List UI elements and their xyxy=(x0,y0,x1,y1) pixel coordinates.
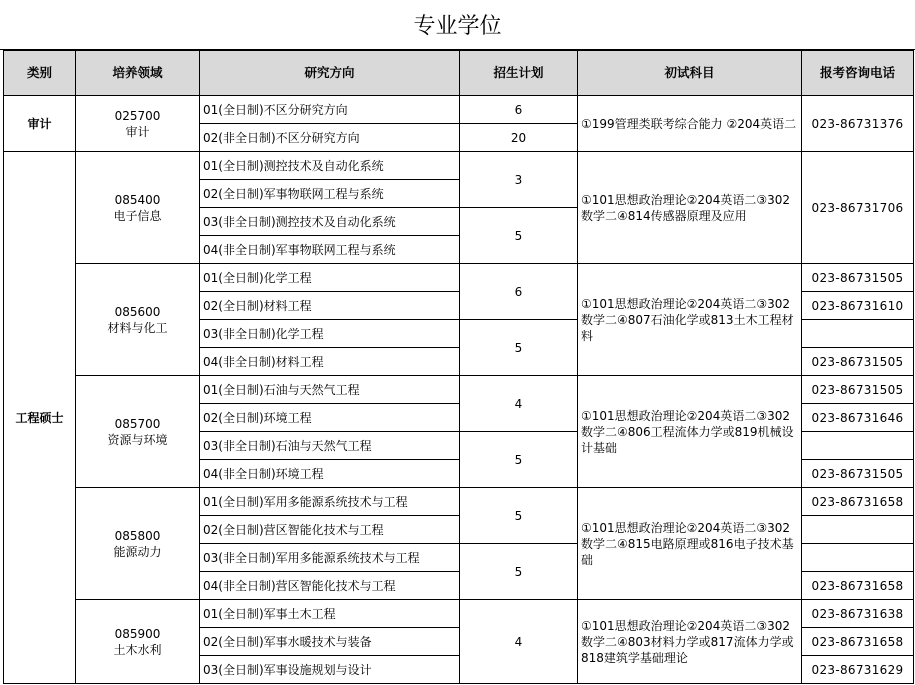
exam-cell: ①199管理类联考综合能力 ②204英语二 xyxy=(578,96,802,152)
phone-cell: 023-86731505 xyxy=(802,376,914,404)
field-cell xyxy=(76,600,200,684)
phone-cell: 023-86731706 xyxy=(802,152,914,264)
phone-cell: 023-86731658 xyxy=(802,628,914,656)
phone-cell: 023-86731658 xyxy=(802,488,914,516)
field-cell xyxy=(76,376,200,488)
page-title: 专业学位 xyxy=(0,0,915,50)
direction-cell: 02(全日制)营区智能化技术与工程 xyxy=(200,516,460,544)
phone-cell: 023-86731376 xyxy=(802,96,914,152)
phone-cell: 023-86731658 xyxy=(802,572,914,600)
phone-cell xyxy=(802,320,914,348)
direction-cell: 02(非全日制)不区分研究方向 xyxy=(200,124,460,152)
table-row xyxy=(4,264,914,292)
header-direction: 研究方向 xyxy=(200,51,460,96)
direction-cell: 04(非全日制)军事物联网工程与系统 xyxy=(200,236,460,264)
direction-cell: 03(非全日制)化学工程 xyxy=(200,320,460,348)
table-row xyxy=(4,488,914,516)
table-row xyxy=(4,600,914,628)
header-enrollment: 招生计划 xyxy=(460,51,578,96)
field-code: 085700 xyxy=(114,416,161,431)
field-code: 085400 xyxy=(114,192,161,207)
phone-cell xyxy=(802,432,914,460)
field-code: 085800 xyxy=(114,528,161,543)
phone-cell: 023-86731629 xyxy=(802,656,914,684)
enrollment-table xyxy=(3,50,914,684)
enroll-cell: 4 xyxy=(460,600,578,684)
field-name: 电子信息 xyxy=(113,208,162,223)
phone-cell: 023-86731638 xyxy=(802,600,914,628)
field-name: 能源动力 xyxy=(113,544,162,559)
field-name: 材料与化工 xyxy=(107,320,168,335)
enroll-cell: 6 xyxy=(460,264,578,320)
table-row xyxy=(4,96,914,124)
enroll-cell: 6 xyxy=(460,96,578,124)
table-row xyxy=(4,152,914,180)
enroll-cell: 3 xyxy=(460,152,578,208)
direction-cell: 02(全日制)材料工程 xyxy=(200,292,460,320)
phone-cell xyxy=(802,516,914,544)
category-cell: 审计 xyxy=(4,96,76,152)
field-cell xyxy=(76,488,200,600)
direction-cell: 03(非全日制)石油与天然气工程 xyxy=(200,432,460,460)
exam-cell: ①101思想政治理论②204英语二③302数学二④815电路原理或816电子技术基础 xyxy=(578,488,802,600)
category-cell: 工程硕士 xyxy=(4,152,76,684)
field-cell xyxy=(76,152,200,264)
enroll-cell: 5 xyxy=(460,488,578,544)
header-category: 类别 xyxy=(4,51,76,96)
phone-cell: 023-86731610 xyxy=(802,292,914,320)
exam-cell: ①101思想政治理论②204英语二③302数学二④803材料力学或817流体力学或818建筑学基础理论 xyxy=(578,600,802,684)
enroll-cell: 4 xyxy=(460,376,578,432)
field-name: 土木水利 xyxy=(113,642,162,657)
field-name: 资源与环境 xyxy=(107,432,168,447)
field-cell xyxy=(76,96,200,152)
field-cell xyxy=(76,264,200,376)
field-name: 审计 xyxy=(125,124,150,139)
exam-cell: ①101思想政治理论②204英语二③302数学二④806工程流体力学或819机械设计基础 xyxy=(578,376,802,488)
direction-cell: 02(全日制)军事物联网工程与系统 xyxy=(200,180,460,208)
direction-cell: 01(全日制)石油与天然气工程 xyxy=(200,376,460,404)
direction-cell: 01(全日制)军用多能源系统技术与工程 xyxy=(200,488,460,516)
phone-cell: 023-86731505 xyxy=(802,264,914,292)
enroll-cell: 5 xyxy=(460,320,578,376)
enroll-cell: 5 xyxy=(460,432,578,488)
field-code: 085900 xyxy=(114,626,161,641)
direction-cell: 04(非全日制)环境工程 xyxy=(200,460,460,488)
direction-cell: 04(非全日制)营区智能化技术与工程 xyxy=(200,572,460,600)
direction-cell: 04(非全日制)材料工程 xyxy=(200,348,460,376)
enroll-cell: 5 xyxy=(460,208,578,264)
table-row xyxy=(4,376,914,404)
phone-cell xyxy=(802,544,914,572)
phone-cell: 023-86731505 xyxy=(802,460,914,488)
direction-cell: 03(非全日制)测控技术及自动化系统 xyxy=(200,208,460,236)
direction-cell: 01(全日制)不区分研究方向 xyxy=(200,96,460,124)
exam-cell: ①101思想政治理论②204英语二③302数学二④807石油化学或813土木工程材料 xyxy=(578,264,802,376)
direction-cell: 03(非全日制)军用多能源系统技术与工程 xyxy=(200,544,460,572)
phone-cell: 023-86731505 xyxy=(802,348,914,376)
direction-cell: 02(全日制)军事水暖技术与装备 xyxy=(200,628,460,656)
exam-cell: ①101思想政治理论②204英语二③302数学二④814传感器原理及应用 xyxy=(578,152,802,264)
field-code: 025700 xyxy=(114,108,161,123)
header-field: 培养领域 xyxy=(76,51,200,96)
direction-cell: 01(全日制)测控技术及自动化系统 xyxy=(200,152,460,180)
direction-cell: 02(全日制)环境工程 xyxy=(200,404,460,432)
table-header-row xyxy=(4,51,914,96)
field-code: 085600 xyxy=(114,304,161,319)
direction-cell: 03(全日制)军事设施规划与设计 xyxy=(200,656,460,684)
phone-cell: 023-86731646 xyxy=(802,404,914,432)
header-phone: 报考咨询电话 xyxy=(802,51,914,96)
direction-cell: 01(全日制)化学工程 xyxy=(200,264,460,292)
header-exam: 初试科目 xyxy=(578,51,802,96)
enroll-cell: 5 xyxy=(460,544,578,600)
enroll-cell: 20 xyxy=(460,124,578,152)
direction-cell: 01(全日制)军事土木工程 xyxy=(200,600,460,628)
